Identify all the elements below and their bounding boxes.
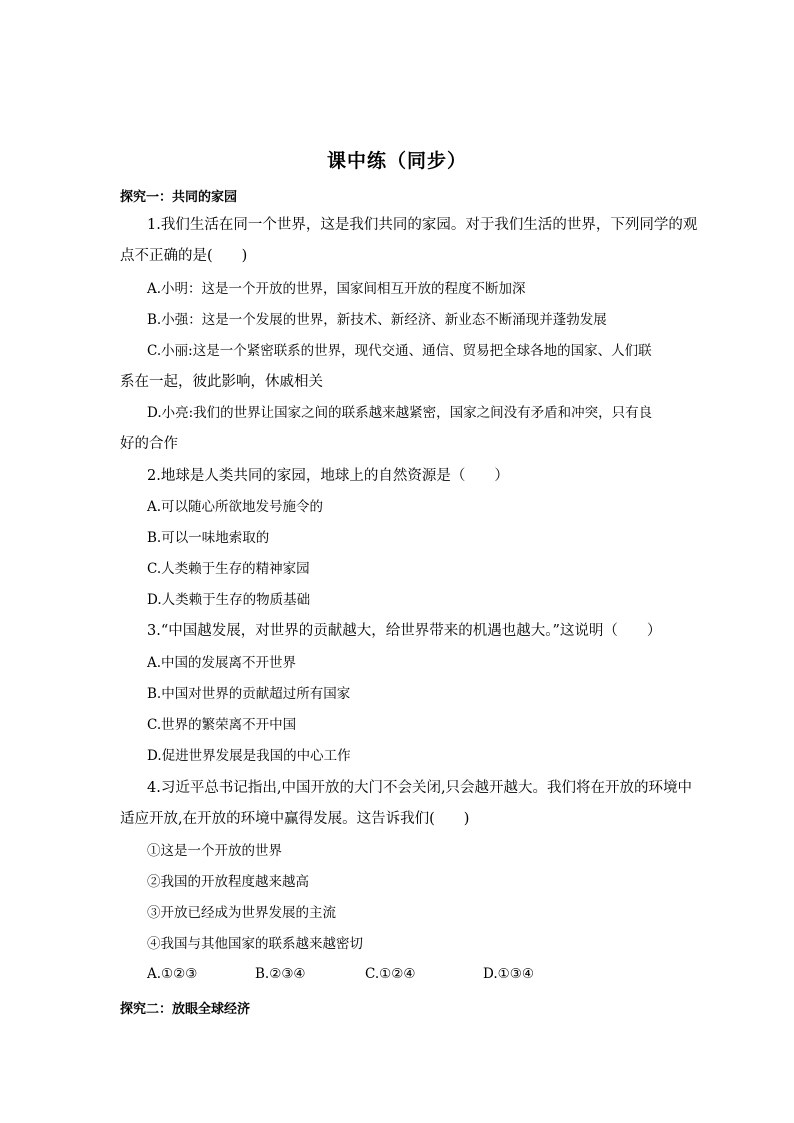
question-2-stem: 2.地球是人类共同的家园，地球上的自然资源是（ ） — [147, 468, 509, 484]
question-1-option-c-line2: 系在一起，彼此影响，休戚相关 — [120, 374, 323, 390]
question-3-option-a: A.中国的发展离不开世界 — [147, 655, 297, 671]
question-3-stem: 3.“中国越发展，对世界的贡献越大，给世界带来的机遇也越大。”这说明（ ） — [147, 623, 662, 639]
question-4-option-c: C.①②④ — [365, 966, 416, 982]
question-4-option-b: B.②③④ — [255, 966, 306, 982]
question-4-statement-1: ①这是一个开放的世界 — [147, 843, 282, 859]
question-1-option-a: A.小明：这是一个开放的世界，国家间相互开放的程度不断加深 — [147, 281, 526, 297]
page-title: 课中练（同步） — [326, 150, 467, 172]
question-1-option-b: B.小强：这是一个发展的世界，新技术、新经济、新业态不断涌现并蓬勃发展 — [147, 312, 607, 328]
question-4-option-d: D.①③④ — [483, 966, 534, 982]
question-4-stem-line1: 4.习近平总书记指出,中国开放的大门不会关闭,只会越开越大。我们将在开放的环境中 — [147, 780, 693, 796]
question-3-option-c: C.世界的繁荣离不开中国 — [147, 717, 297, 733]
question-1-stem-line2: 点不正确的是( ) — [120, 248, 248, 264]
question-2-option-c: C.人类赖于生存的精神家园 — [147, 561, 310, 577]
question-1-option-d-line1: D.小亮:我们的世界让国家之间的联系越来越紧密，国家之间没有矛盾和冲突，只有良 — [147, 405, 653, 421]
section-heading-1: 探究一：共同的家园 — [120, 190, 238, 205]
question-1-option-d-line2: 好的合作 — [120, 436, 178, 452]
question-2-option-a: A.可以随心所欲地发号施令的 — [147, 499, 324, 515]
question-1-stem-line1: 1.我们生活在同一个世界，这是我们共同的家园。对于我们生活的世界，下列同学的观 — [147, 217, 698, 233]
question-2-option-d: D.人类赖于生存的物质基础 — [147, 592, 311, 608]
question-4-stem-line2: 适应开放,在开放的环境中赢得发展。这告诉我们( ) — [120, 811, 470, 827]
question-1-option-c-line1: C.小丽:这是一个紧密联系的世界，现代交通、通信、贸易把全球各地的国家、人们联 — [147, 343, 652, 359]
question-4-statement-2: ②我国的开放程度越来越高 — [147, 874, 309, 890]
section-heading-2: 探究二：放眼全球经济 — [120, 1002, 251, 1017]
question-3-option-b: B.中国对世界的贡献超过所有国家 — [147, 686, 351, 702]
question-3-option-d: D.促进世界发展是我国的中心工作 — [147, 748, 351, 764]
question-4-option-a: A.①②③ — [147, 966, 198, 982]
question-2-option-b: B.可以一味地索取的 — [147, 530, 270, 546]
question-4-statement-4: ④我国与其他国家的联系越来越密切 — [147, 936, 363, 952]
question-4-statement-3: ③开放已经成为世界发展的主流 — [147, 905, 336, 921]
